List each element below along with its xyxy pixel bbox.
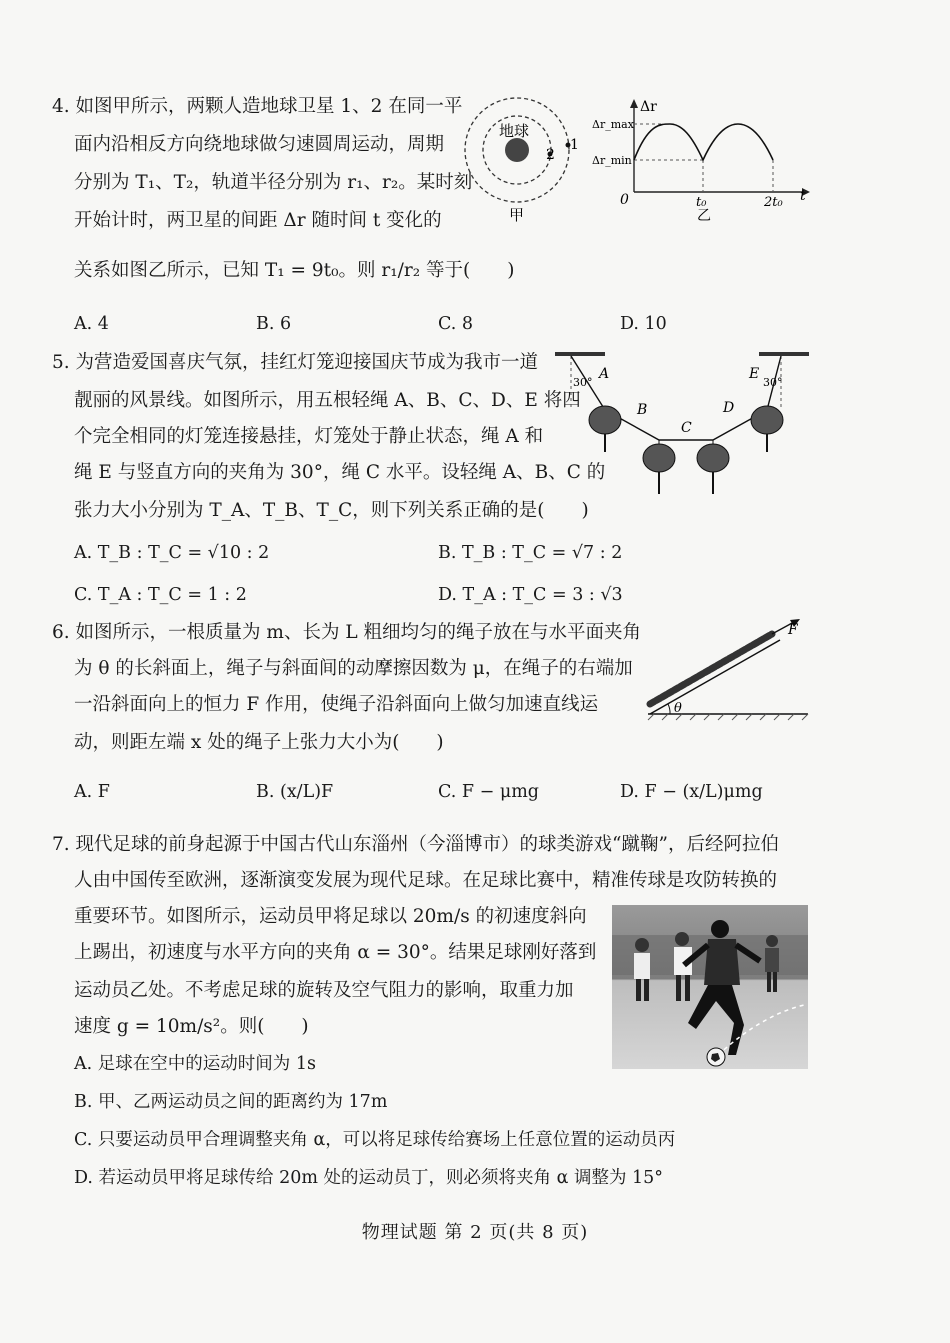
lantern-1-icon [589,406,621,452]
q4-line-3: 分别为 T₁、T₂，轨道半径分别为 r₁、r₂。某时刻 [74,172,473,193]
ground-hatch [648,714,808,720]
tick-2t0: 2t₀ [764,195,783,210]
figure-jia-orbits [462,92,582,227]
angle-label: θ [674,701,682,716]
q4-line-5: 关系如图乙所示，已知 T₁ = 9t₀。则 r₁/r₂ 等于( ) [74,260,515,281]
rope-c-label: C [681,420,692,436]
football-photo [612,905,808,1069]
rope-e-label: E [749,366,760,382]
origin-label: 0 [620,192,629,208]
q7-line-2: 人由中国传至欧洲，逐渐演变发展为现代足球。在足球比赛中，精准传球是攻防转换的 [74,870,778,891]
q6-line-3: 一沿斜面向上的恒力 F 作用，使绳子沿斜面向上做匀加速直线运 [74,694,599,715]
incline-surface [650,640,780,714]
q4-line-1: 4. 如图甲所示，两颗人造地球卫星 1、2 在同一平 [52,96,463,117]
q5-option-c[interactable]: C. T_A : T_C = 1 : 2 [74,585,247,605]
rope-d-label: D [723,400,735,416]
q4-option-a[interactable]: A. 4 [74,314,109,334]
ceiling-right [759,352,809,356]
q7-option-b[interactable]: B. 甲、乙两运动员之间的距离约为 17m [74,1092,388,1112]
satellite-2-label: 2 [546,147,555,163]
page-footer: 物理试题 第 2 页(共 8 页) [361,1222,589,1243]
q5-line-4: 绳 E 与竖直方向的夹角为 30°，绳 C 水平。设轻绳 A、B、C 的 [74,462,606,483]
q7-option-d[interactable]: D. 若运动员甲将足球传给 20m 处的运动员丁，则必须将夹角 α 调整为 15° [74,1168,664,1188]
lantern-2-icon [643,440,675,494]
figure-yi-graph [590,96,812,224]
tick-t0: t₀ [696,195,707,210]
q6-option-c[interactable]: C. F − μmg [438,782,539,802]
football-photo-illustration [612,905,808,1069]
figure-jia-caption: 甲 [509,206,525,224]
angle-left-label: 30° [573,376,593,389]
force-label: F [788,622,798,638]
q5-option-d[interactable]: D. T_A : T_C = 3 : √3 [438,585,623,605]
q4-option-c[interactable]: C. 8 [438,314,474,334]
q4-option-b[interactable]: B. 6 [256,314,292,334]
ymin-label: Δr_min [592,154,632,167]
q6-option-d[interactable]: D. F − (x/L)μmg [620,782,763,802]
angle-right-label: 30° [763,376,783,389]
ceiling-left [555,352,605,356]
q6-option-b[interactable]: B. (x/L)F [256,782,334,802]
lantern-3-icon [697,440,729,494]
q7-option-c[interactable]: C. 只要运动员甲合理调整夹角 α，可以将足球传给赛场上任意位置的运动员丙 [74,1130,676,1150]
q5-option-b[interactable]: B. T_B : T_C = √7 : 2 [438,543,623,563]
q4-option-d[interactable]: D. 10 [620,314,667,334]
y-axis-arrow-icon [630,99,638,108]
figure-incline-rope [644,618,812,722]
figure-yi-caption: 乙 [697,208,711,224]
q7-option-a[interactable]: A. 足球在空中的运动时间为 1s [74,1054,316,1074]
earth-icon [505,138,529,162]
earth-label: 地球 [499,122,530,140]
q5-line-1: 5. 为营造爱国喜庆气氛，挂红灯笼迎接国庆节成为我市一道 [52,352,539,373]
q6-line-2: 为 θ 的长斜面上，绳子与斜面间的动摩擦因数为 μ，在绳子的右端加 [74,658,633,679]
q7-line-6: 速度 g = 10m/s²。则( ) [74,1016,309,1037]
q6-line-1: 6. 如图所示，一根质量为 m、长为 L 粗细均匀的绳子放在与水平面夹角 [52,622,642,643]
q7-line-1: 7. 现代足球的前身起源于中国古代山东淄州（今淄博市）的球类游戏“蹴鞠”，后经阿拉伯 [52,834,779,855]
q4-line-4: 开始计时，两卫星的间距 Δr 随时间 t 变化的 [74,210,442,231]
x-axis-label: t [800,188,806,204]
q5-option-a[interactable]: A. T_B : T_C = √10 : 2 [74,543,270,563]
rope-b-label: B [637,402,648,418]
q5-line-5: 张力大小分别为 T_A、T_B、T_C，则下列关系正确的是( ) [74,500,589,521]
lantern-4-icon [751,406,783,452]
rope-a-label: A [599,366,610,382]
q4-line-2: 面内沿相反方向绕地球做匀速圆周运动，周期 [74,134,445,155]
angle-arc [668,704,670,714]
figure-lanterns [553,348,811,500]
q6-line-4: 动，则距左端 x 处的绳子上张力大小为( ) [74,732,444,753]
y-axis-label: Δr [640,99,657,115]
rope-on-incline [650,634,772,704]
curve-delta-r [634,124,773,160]
ymax-label: Δr_max [592,118,634,131]
q7-line-5: 运动员乙处。不考虑足球的旋转及空气阻力的影响，取重力加 [74,980,574,1001]
q5-line-2: 靓丽的风景线。如图所示，用五根轻绳 A、B、C、D、E 将四 [74,390,581,411]
satellite-1-label: 1 [570,137,579,153]
q6-option-a[interactable]: A. F [74,782,110,802]
q7-line-3: 重要环节。如图所示，运动员甲将足球以 20m/s 的初速度斜向 [74,906,587,927]
q5-line-3: 个完全相同的灯笼连接悬挂，灯笼处于静止状态，绳 A 和 [74,426,544,447]
q7-line-4: 上踢出，初速度与水平方向的夹角 α = 30°。结果足球刚好落到 [74,942,597,963]
